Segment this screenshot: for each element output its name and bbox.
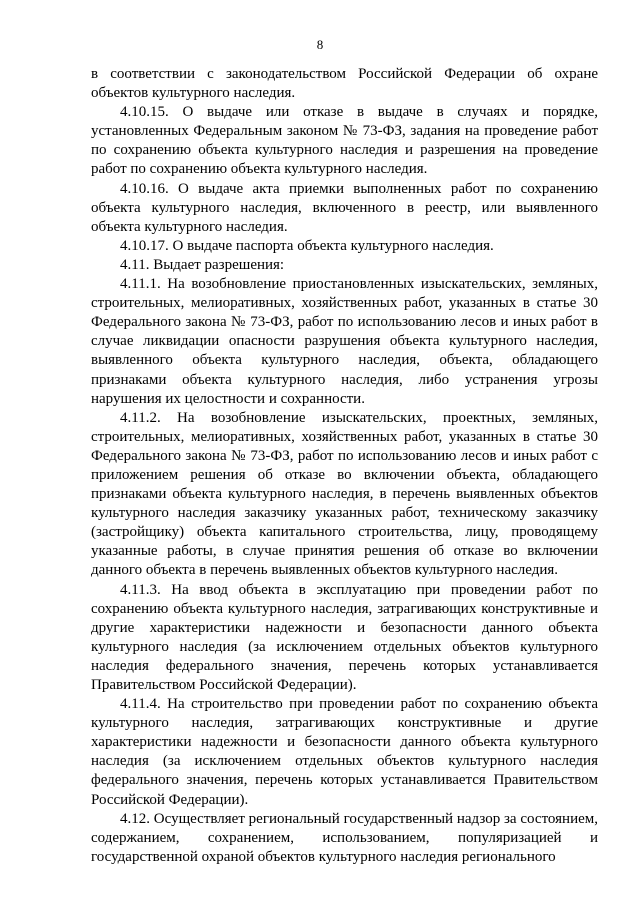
- paragraph-4-10-16: 4.10.16. О выдаче акта приемки выполненных работ по сохранению объекта культурного наследия, включенного в реестр, или выявленного объекта культурного наследия.: [91, 180, 598, 235]
- paragraph-4-11-1: 4.11.1. На возобновление приостановленных изыскательских, земляных, строительных, мелиоративных, хозяйственных работ, указанных в статье 30 Федерального закона № 73-ФЗ, работ по использованию лесов и иных работ в случае ликвидации опасности разрушения объекта культурного наследия, выявленного объекта культурного наследия, объекта, обладающего признаками объекта культурного наследия, либо устранения угрозы нарушения их целостности и сохранности.: [91, 276, 598, 407]
- paragraph-4-11-2: 4.11.2. На возобновление изыскательских, проектных, земляных, строительных, мелиоративных, хозяйственных работ, указанных в статье 30 Федерального закона № 73-ФЗ, работ по использованию лесов и иных работ с приложением решения об отказе во включении объекта, обладающего признаками объекта культурного наследия, в перечень выявленных объектов культурного наследия заказчику указанных работ, техническому заказчику (застройщику) объекта капитального строительства, лицу, проводящему указанные работы, в случае принятия решения об отказе во включении данного объекта в перечень выявленных объектов культурного наследия.: [91, 409, 598, 579]
- paragraph-4-10-15: 4.10.15. О выдаче или отказе в выдаче в случаях и порядке, установленных Федеральным законом № 73-ФЗ, задания на проведение работ по сохранению объекта культурного наследия и разрешения на проведение работ по сохранению объекта культурного наследия.: [91, 104, 598, 178]
- paragraph-4-12: 4.12. Осуществляет региональный государственный надзор за состоянием, содержанием, сохранением, использованием, популяризацией и государственной охраной объектов культурного наследия регионального: [91, 810, 598, 865]
- document-body: [91, 65, 598, 867]
- paragraph-4-10-17: 4.10.17. О выдаче паспорта объекта культурного наследия.: [120, 237, 494, 254]
- page-number: 8: [316, 37, 324, 52]
- paragraph-4-11-4: 4.11.4. На строительство при проведении работ по сохранению объекта культурного наследия, затрагивающих конструктивные и другие характеристики надежности и безопасности данного объекта культурного наследия (за исключением отдельных объектов культурного наследия федерального значения, перечень которых устанавливается Правительством Российской Федерации).: [91, 696, 598, 808]
- paragraph-continuation: в соответствии с законодательством Российской Федерации об охране объектов культурного наследия.: [91, 66, 598, 102]
- paragraph-4-11: 4.11. Выдает разрешения:: [120, 256, 285, 273]
- paragraph-4-11-3: 4.11.3. На ввод объекта в эксплуатацию при проведении работ по сохранению объекта культурного наследия, затрагивающих конструктивные и другие характеристики надежности и безопасности данного объекта культурного наследия (за исключением отдельных объектов культурного наследия федерального значения, перечень которых устанавливается Правительством Российской Федерации).: [91, 581, 598, 693]
